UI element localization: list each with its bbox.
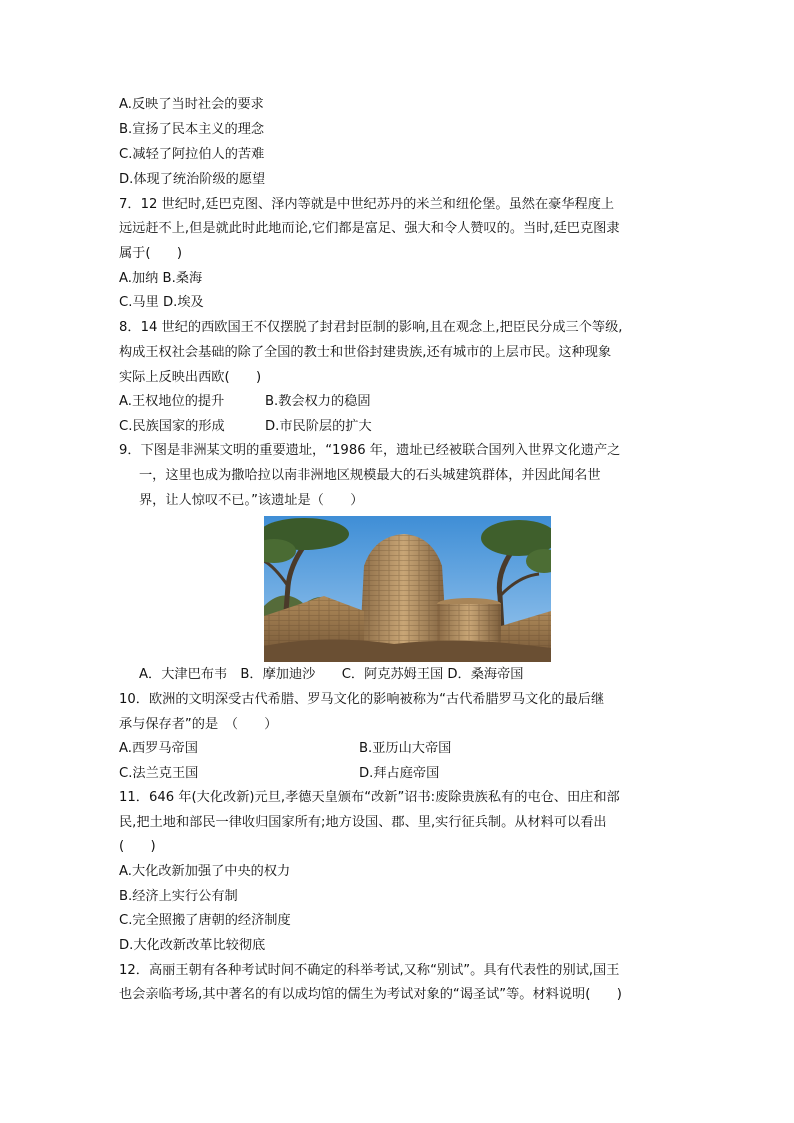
q11-stem-line1: 11．646 年(大化改新)元旦,孝德天皇颁布“改新”诏书:废除贵族私有的屯仓、田庄和部: [119, 790, 620, 805]
q7-stem-line1: 7．12 世纪时,廷巴克图、泽内等就是中世纪苏丹的米兰和纽伦堡。虽然在豪华程度上: [119, 197, 615, 212]
q8-option-a: A.王权地位的提升: [119, 394, 225, 409]
q9-stem-line1: 9．下图是非洲某文明的重要遗址，“1986 年，遗址已经被联合国列入世界文化遗产之: [119, 443, 621, 458]
q8-option-c: C.民族国家的形成: [119, 419, 225, 434]
q11-option-b: B.经济上实行公有制: [119, 889, 238, 904]
q7-options-ab: A.加纳 B.桑海: [119, 271, 203, 286]
q8-stem-line2: 构成王权社会基础的除了全国的教士和世俗封建贵族,还有城市的上层市民。这种现象: [119, 345, 612, 360]
q12-stem-line2: 也会亲临考场,其中著名的有以成均馆的儒生为考试对象的“谒圣试”等。材料说明( ): [119, 987, 622, 1002]
q8-option-d: D.市民阶层的扩大: [265, 419, 372, 434]
q8-stem-line1: 8．14 世纪的西欧国王不仅摆脱了封君封臣制的影响,且在观念上,把臣民分成三个等级,: [119, 320, 623, 335]
q10-option-d: D.拜占庭帝国: [359, 766, 440, 781]
q7-options-cd: C.马里 D.埃及: [119, 295, 204, 310]
q10-stem-line1: 10．欧洲的文明深受古代希腊、罗马文化的影响被称为“古代希腊罗马文化的最后继: [119, 692, 605, 707]
q10-option-b: B.亚历山大帝国: [359, 741, 452, 756]
q9-options: A．大津巴布韦 B．摩加迪沙 C．阿克苏姆王国 D．桑海帝国: [139, 667, 524, 682]
q6-option-c: C.减轻了阿拉伯人的苦难: [119, 147, 265, 162]
q8-stem-line3: 实际上反映出西欧( ): [119, 370, 262, 385]
q9-stem-line3: 界，让人惊叹不已。”该遗址是（ ）: [139, 493, 364, 508]
q10-option-a: A.西罗马帝国: [119, 741, 198, 756]
q11-stem-line2: 民,把土地和部民一律收归国家所有;地方设国、郡、里,实行征兵制。从材料可以看出: [119, 815, 607, 830]
q10-stem-line2: 承与保存者”的是 （ ）: [119, 717, 278, 732]
q12-stem-line1: 12．高丽王朝有各种考试时间不确定的科举考试,又称“别试”。具有代表性的别试,国王: [119, 963, 620, 978]
q10-option-c: C.法兰克王国: [119, 766, 199, 781]
q6-option-b: B.宣扬了民本主义的理念: [119, 122, 265, 137]
great-zimbabwe-photo: [264, 516, 551, 662]
q6-option-d: D.体现了统治阶级的愿望: [119, 172, 266, 187]
q7-stem-line2: 远远赶不上,但是就此时此地而论,它们都是富足、强大和令人赞叹的。当时,廷巴克图隶: [119, 221, 620, 236]
q7-stem-line3: 属于( ): [119, 246, 183, 261]
q9-stem-line2: 一，这里也成为撒哈拉以南非洲地区规模最大的石头城建筑群体，并因此闻名世: [139, 468, 601, 483]
q11-option-a: A.大化改新加强了中央的权力: [119, 864, 291, 879]
q8-option-b: B.教会权力的稳固: [265, 394, 371, 409]
q11-option-d: D.大化改新改革比较彻底: [119, 938, 266, 953]
q11-option-c: C.完全照搬了唐朝的经济制度: [119, 913, 291, 928]
q11-stem-line3: ( ): [119, 839, 156, 854]
q6-option-a: A.反映了当时社会的要求: [119, 97, 264, 112]
